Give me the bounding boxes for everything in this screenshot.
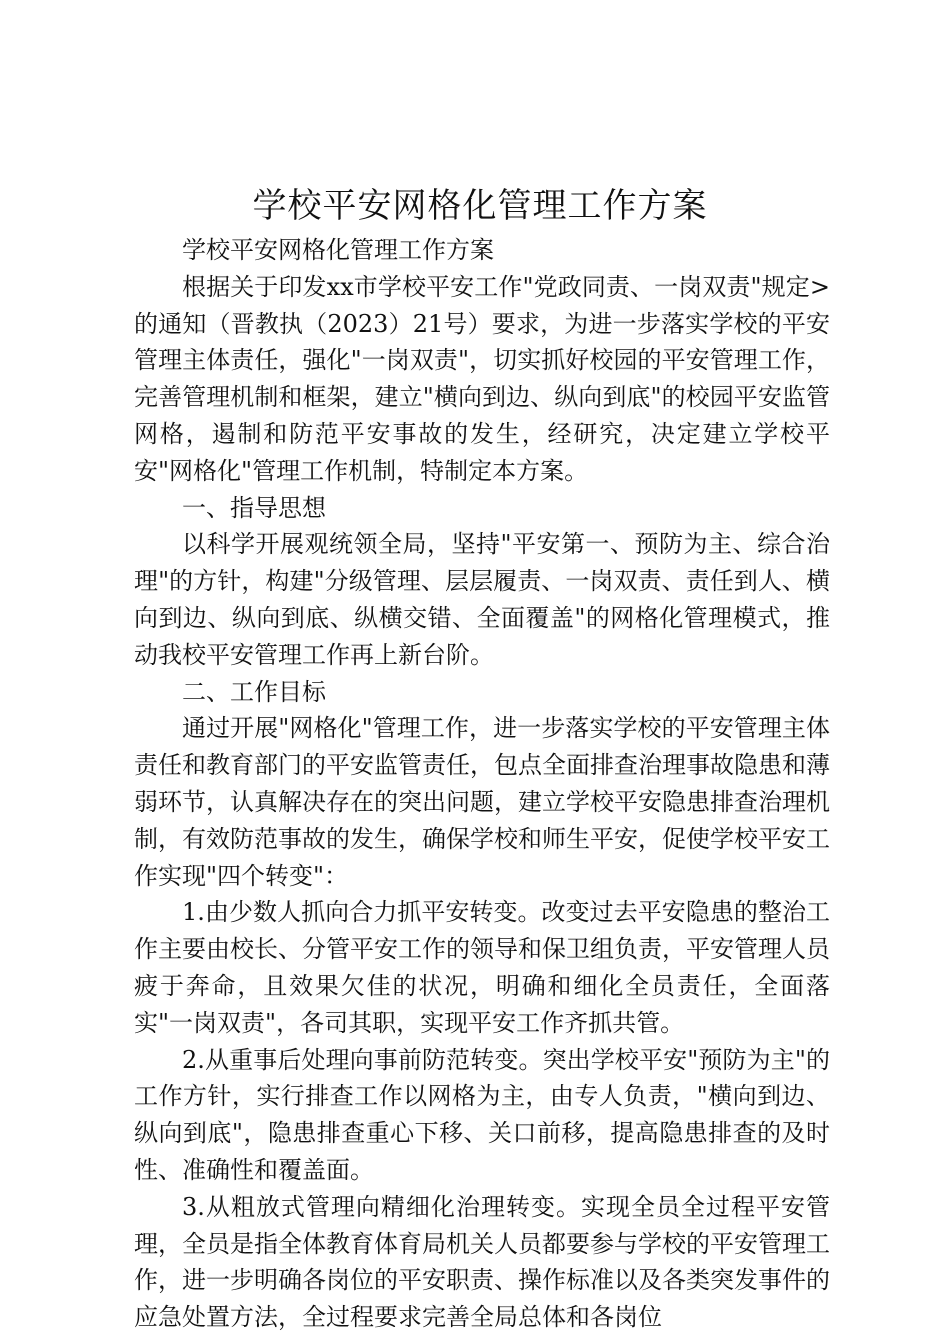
section-heading-guiding-ideology: 一、指导思想 xyxy=(182,493,326,522)
section-heading-work-goals: 二、工作目标 xyxy=(182,677,326,706)
intro-paragraph: 根据关于印发xx市学校平安工作"党政同责、一岗双责"规定>的通知（晋教执（2023）21号）要求，为进一步落实学校的平安管理主体责任，强化"一岗双责"，切实抓好校园的平安管理工作，完善管理机制和框架，建立"横向到边、纵向到底"的校园平安监管网格，遏制和防范平安事故的发生，经研究，决定建立学校平安"网格化"管理工作机制，特制定本方案。 xyxy=(134,272,830,485)
subtitle-paragraph: 学校平安网格化管理工作方案 xyxy=(182,236,494,264)
work-goals-paragraph: 通过开展"网格化"管理工作，进一步落实学校的平安管理主体责任和教育部门的平安监管责任，包点全面排查治理事故隐患和薄弱环节，认真解决存在的突出问题，建立学校平安隐患排查治理机制，有效防范事故的发生，确保学校和师生平安，促使学校平安工作实现"四个转变"： xyxy=(134,714,830,890)
document-body xyxy=(134,232,830,1336)
goal-item-2: 2.从重事后处理向事前防范转变。突出学校平安"预防为主"的工作方针，实行排查工作以网格为主，由专人负责，"横向到边、纵向到底"，隐患排查重心下移、关口前移，提高隐患排查的及时性、准确性和覆盖面。 xyxy=(134,1045,830,1184)
guiding-ideology-paragraph: 以科学开展观统领全局，坚持"平安第一、预防为主、综合治理"的方针，构建"分级管理、层层履责、一岗双责、责任到人、横向到边、纵向到底、纵横交错、全面覆盖"的网格化管理模式，推动我校平安管理工作再上新台阶。 xyxy=(134,530,830,669)
document-title: 学校平安网格化管理工作方案 xyxy=(252,186,708,226)
goal-item-1: 1.由少数人抓向合力抓平安转变。改变过去平安隐患的整治工作主要由校长、分管平安工作的领导和保卫组负责，平安管理人员疲于奔命，且效果欠佳的状况，明确和细化全员责任，全面落实"一岗双责"，各司其职，实现平安工作齐抓共管。 xyxy=(134,898,830,1037)
goal-item-3: 3.从粗放式管理向精细化治理转变。实现全员全过程平安管理，全员是指全体教育体育局机关人员都要参与学校的平安管理工作，进一步明确各岗位的平安职责、操作标准以及各类突发事件的应急处置方法，全过程要求完善全局总体和各岗位 xyxy=(134,1192,830,1332)
